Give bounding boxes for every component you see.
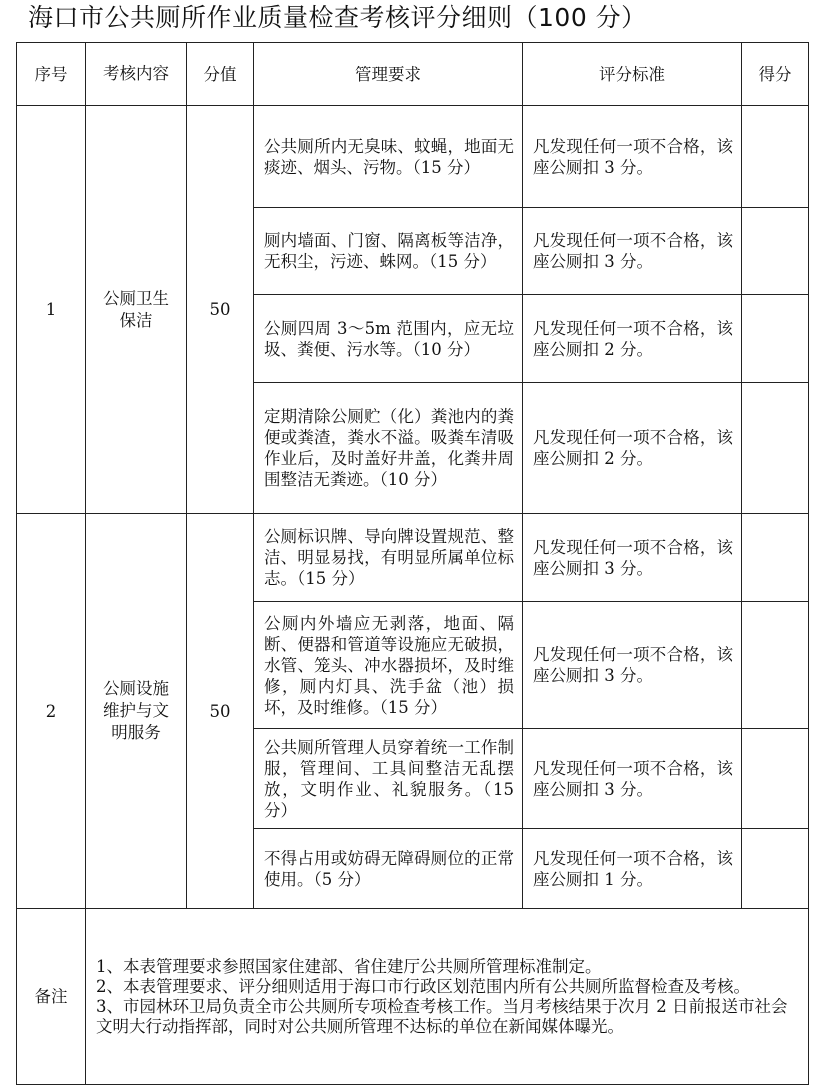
requirement-cell: 不得占用或妨碍无障碍厕位的正常使用。（5 分） [254, 829, 523, 909]
requirement-cell: 厕内墙面、门窗、隔离板等洁净，无积尘，污迹、蛛网。（15 分） [254, 208, 523, 295]
got-score-cell[interactable] [742, 602, 809, 729]
requirement-cell: 公厕标识牌、导向牌设置规范、整洁、明显易找，有明显所属单位标志。（15 分） [254, 514, 523, 602]
row-index: 1 [17, 106, 86, 514]
document-title: 海口市公共厕所作业质量检查考核评分细则（100 分） [28, 3, 647, 32]
remark-line: 1、本表管理要求参照国家住建部、省住建厅公共厕所管理标准制定。 [96, 956, 602, 976]
got-score-cell[interactable] [742, 729, 809, 829]
table-row [17, 514, 809, 602]
standard-cell: 凡发现任何一项不合格，该座公厕扣 3 分。 [523, 729, 742, 829]
score-cell: 50 [187, 106, 254, 514]
standard-cell: 凡发现任何一项不合格，该座公厕扣 2 分。 [523, 295, 742, 383]
header-requirement: 管理要求 [254, 43, 523, 106]
got-score-cell[interactable] [742, 208, 809, 295]
remark-line: 2、本表管理要求、评分细则适用于海口市行政区划范围内所有公共厕所监督检查及考核。 [96, 976, 750, 996]
header-got: 得分 [742, 43, 809, 106]
standard-cell: 凡发现任何一项不合格，该座公厕扣 3 分。 [523, 106, 742, 208]
got-score-cell[interactable] [742, 383, 809, 514]
header-standard: 评分标准 [523, 43, 742, 106]
header-index: 序号 [17, 43, 86, 106]
scoring-table [16, 42, 809, 1085]
remarks-row [17, 909, 809, 1085]
table-row [17, 106, 809, 208]
requirement-cell: 公厕四周 3～5m 范围内，应无垃圾、粪便、污水等。（10 分） [254, 295, 523, 383]
remark-line: 3、市园林环卫局负责全市公共厕所专项检查考核工作。当月考核结果于次月 2 日前报送市社会文明大行动指挥部，同时对公共厕所管理不达标的单位在新闻媒体曝光。 [96, 996, 788, 1036]
standard-cell: 凡发现任何一项不合格，该座公厕扣 3 分。 [523, 514, 742, 602]
header-score: 分值 [187, 43, 254, 106]
category-cell: 公厕设施维护与文明服务 [86, 514, 187, 909]
requirement-cell: 公共厕所管理人员穿着统一工作制服，管理间、工具间整洁无乱摆放，文明作业、礼貌服务。（15 分） [254, 729, 523, 829]
got-score-cell[interactable] [742, 829, 809, 909]
row-index: 2 [17, 514, 86, 909]
got-score-cell[interactable] [742, 295, 809, 383]
got-score-cell[interactable] [742, 106, 809, 208]
got-score-cell[interactable] [742, 514, 809, 602]
header-row [17, 43, 809, 106]
remarks-content [86, 909, 809, 1085]
standard-cell: 凡发现任何一项不合格，该座公厕扣 3 分。 [523, 208, 742, 295]
requirement-cell: 公共厕所内无臭味、蚊蝇，地面无痰迹、烟头、污物。（15 分） [254, 106, 523, 208]
requirement-cell: 定期清除公厕贮（化）粪池内的粪便或粪渣，粪水不溢。吸粪车清吸作业后，及时盖好井盖，化粪井周围整洁无粪迹。（10 分） [254, 383, 523, 514]
requirement-cell: 公厕内外墙应无剥落，地面、隔断、便器和管道等设施应无破损，水管、笼头、冲水器损坏，及时维修，厕内灯具、洗手盆（池）损坏，及时维修。（15 分） [254, 602, 523, 729]
header-content: 考核内容 [86, 43, 187, 106]
remarks-label: 备注 [17, 909, 86, 1085]
score-cell: 50 [187, 514, 254, 909]
standard-cell: 凡发现任何一项不合格，该座公厕扣 3 分。 [523, 602, 742, 729]
standard-cell: 凡发现任何一项不合格，该座公厕扣 2 分。 [523, 383, 742, 514]
category-cell: 公厕卫生保洁 [86, 106, 187, 514]
standard-cell: 凡发现任何一项不合格，该座公厕扣 1 分。 [523, 829, 742, 909]
